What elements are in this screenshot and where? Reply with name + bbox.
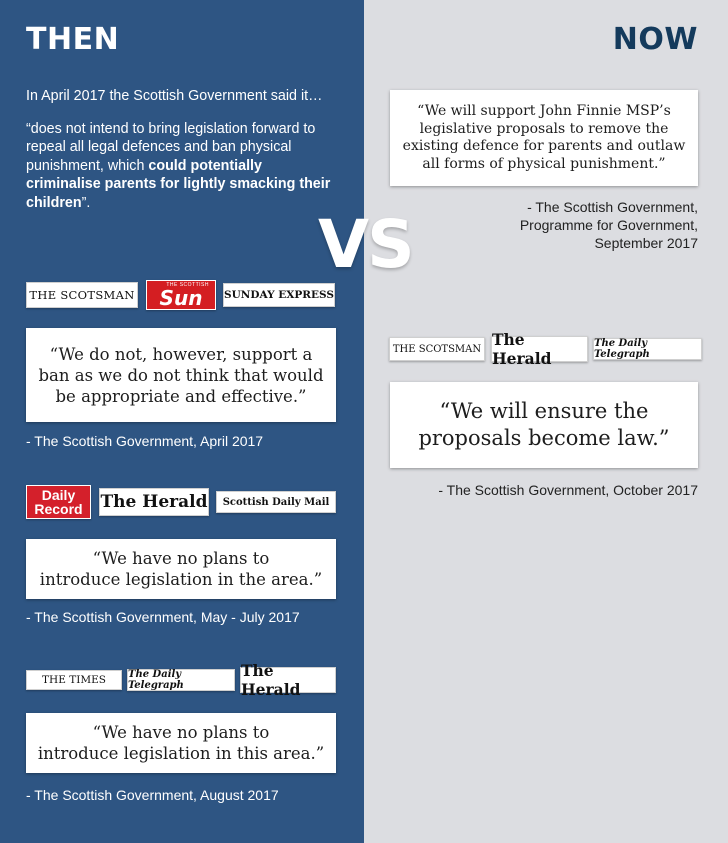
attribution-line: September 2017 [594, 235, 698, 251]
sunday-express-text: SUNDAY EXPRESS [224, 289, 334, 301]
quote-line: ban as we do not think that would [38, 365, 324, 385]
scotsman-logo [389, 337, 485, 361]
quote-august-2017-text [38, 722, 324, 764]
then-heading: THEN [26, 22, 120, 57]
quote-line: proposals become law.” [418, 426, 670, 450]
times-logo [26, 670, 122, 690]
quote-line: “We do not, however, support a [49, 344, 313, 364]
scottish-daily-mail-logo [216, 491, 336, 513]
scotsman-logo [26, 282, 138, 308]
quote-august-2017 [26, 713, 336, 773]
attribution-may-july-2017: - The Scottish Government, May - July 2017 [26, 609, 300, 625]
telegraph-logo [127, 669, 235, 691]
attribution-september-2017 [520, 198, 698, 252]
attribution-line: - The Scottish Government, [527, 199, 698, 215]
attribution-august-2017: - The Scottish Government, August 2017 [26, 787, 279, 803]
quote-may-july-2017-text [40, 548, 322, 590]
herald-logo [240, 661, 336, 699]
telegraph-logo-text: The Daily Telegraph [594, 338, 650, 360]
attribution-october-2017: - The Scottish Government, October 2017 [438, 482, 698, 498]
quote-april-2017 [26, 328, 336, 422]
daily-record-text-1: Daily [41, 487, 76, 503]
quote-may-july-2017 [26, 539, 336, 599]
attribution-line: Programme for Government, [519, 217, 698, 233]
attribution-april-2017: - The Scottish Government, April 2017 [26, 433, 264, 449]
herald-logo-text: The Herald [100, 492, 208, 512]
quote-line: “We will ensure the [439, 399, 649, 423]
times-logo-text: THE TIMES [42, 674, 106, 686]
scottish-sun-logo [146, 280, 216, 310]
intro-quote-bold: could potentially criminalise parents for lightly smacking their children [26, 157, 331, 211]
intro-text [26, 87, 338, 226]
vs-label: VS [318, 206, 413, 283]
quote-october-2017 [390, 382, 698, 468]
sunday-express-logo [223, 283, 335, 307]
scottish-sun-small: THE SCOTTISH [166, 282, 209, 288]
quote-line: legislative proposals to remove the [419, 120, 669, 137]
quote-september-2017 [390, 90, 698, 186]
daily-record-text-2: Record [34, 501, 83, 517]
intro-quote [26, 120, 338, 213]
herald-logo-text: The Herald [492, 330, 552, 368]
quote-line: introduce legislation in the area.” [39, 570, 323, 589]
quote-line: existing defence for parents and outlaw [402, 138, 686, 154]
quote-april-2017-text [38, 344, 323, 407]
scottish-sun-text: Sun [159, 286, 203, 310]
quote-line: be appropriate and effective.” [55, 386, 307, 406]
quote-line: “We have no plans to [92, 549, 270, 568]
telegraph-logo-text: The Daily Telegraph [128, 669, 184, 691]
intro-quote-start: “does not intend to bring legislation forward to repeal all legal defences and ban physical punishment, which [26, 120, 316, 174]
intro-line: In April 2017 the Scottish Government said it… [26, 88, 323, 104]
quote-line: all forms of physical punishment.” [422, 155, 666, 172]
herald-logo [491, 330, 588, 368]
herald-logo-text: The Herald [241, 661, 301, 699]
herald-logo [99, 488, 209, 516]
now-heading: NOW [612, 22, 698, 57]
scotsman-logo-text: THE SCOTSMAN [392, 343, 482, 355]
quote-line: introduce legislation in this area.” [37, 744, 325, 763]
quote-october-2017-text [418, 398, 669, 452]
scotsman-logo-text: THE SCOTSMAN [29, 288, 135, 302]
quote-line: “We will support John Finnie MSP’s [417, 103, 671, 119]
daily-record-logo [26, 485, 91, 519]
intro-quote-end: ”. [81, 194, 91, 211]
scottish-daily-mail-text: Scottish Daily Mail [222, 496, 330, 508]
quote-line: “We have no plans to [92, 723, 270, 742]
quote-september-2017-text [403, 103, 686, 173]
telegraph-logo [593, 338, 702, 360]
